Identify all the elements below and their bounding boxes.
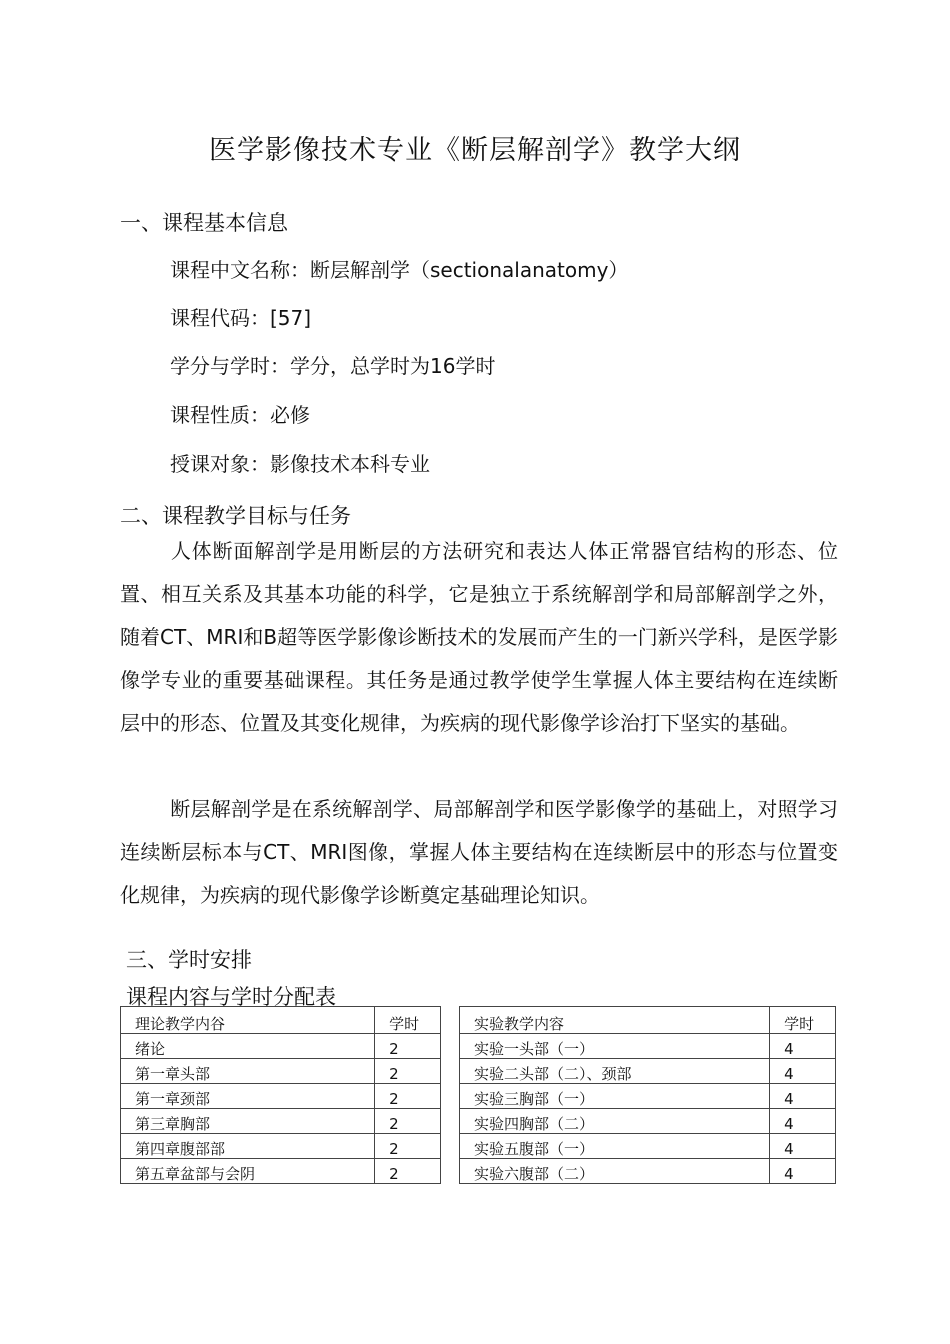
lab-row-hours: 4 bbox=[770, 1109, 836, 1134]
theory-row-content: 绪论 bbox=[121, 1034, 375, 1059]
theory-row-hours: 2 bbox=[375, 1134, 441, 1159]
table-row bbox=[460, 1134, 836, 1159]
objective-paragraph-1 bbox=[120, 530, 838, 745]
lab-row-content: 实验三胸部（一） bbox=[460, 1084, 770, 1109]
lab-row-hours: 4 bbox=[770, 1059, 836, 1084]
theory-header-hours: 学时 bbox=[375, 1007, 441, 1034]
course-code: 课程代码：[57] bbox=[170, 306, 312, 330]
course-name: 课程中文名称：断层解剖学（sectionalanatomy） bbox=[170, 258, 629, 282]
table-caption: 课程内容与学时分配表 bbox=[126, 985, 336, 1009]
section2-heading: 二、课程教学目标与任务 bbox=[120, 504, 351, 528]
table-header-row bbox=[460, 1007, 836, 1034]
theory-row-content: 第四章腹部部 bbox=[121, 1134, 375, 1159]
theory-row-content: 第五章盆部与会阴 bbox=[121, 1159, 375, 1184]
lab-row-hours: 4 bbox=[770, 1134, 836, 1159]
theory-row-hours: 2 bbox=[375, 1059, 441, 1084]
theory-row-content: 第一章头部 bbox=[121, 1059, 375, 1084]
table-row bbox=[121, 1034, 441, 1059]
table-row bbox=[460, 1034, 836, 1059]
theory-row-content: 第三章胸部 bbox=[121, 1109, 375, 1134]
lab-row-content: 实验一头部（一） bbox=[460, 1034, 770, 1059]
table-row bbox=[121, 1109, 441, 1134]
objective-paragraph-1-text: 人体断面解剖学是用断层的方法研究和表达人体正常器官结构的形态、位置、相互关系及其基本功能的科学，它是独立于系统解剖学和局部解剖学之外，随着CT、MRI和B超等医学影像诊断技术的发展而产生的一门新兴学科，是医学影像学专业的重要基础课程。其任务是通过教学使学生掌握人体主要结构在连续断层中的形态、位置及其变化规律，为疾病的现代影像学诊治打下坚实的基础。 bbox=[120, 539, 838, 735]
table-row bbox=[460, 1109, 836, 1134]
theory-row-hours: 2 bbox=[375, 1084, 441, 1109]
target-students: 授课对象：影像技术本科专业 bbox=[170, 452, 430, 476]
course-type: 课程性质：必修 bbox=[170, 403, 310, 427]
lab-row-hours: 4 bbox=[770, 1034, 836, 1059]
page-title: 医学影像技术专业《断层解剖学》教学大纲 bbox=[209, 135, 741, 166]
objective-paragraph-2-text: 断层解剖学是在系统解剖学、局部解剖学和医学影像学的基础上，对照学习连续断层标本与CT、MRI图像，掌握人体主要结构在连续断层中的形态与位置变化规律，为疾病的现代影像学诊断奠定基础理论知识。 bbox=[120, 797, 838, 907]
table-row bbox=[460, 1159, 836, 1184]
lab-header-content: 实验教学内容 bbox=[460, 1007, 770, 1034]
table-row bbox=[121, 1059, 441, 1084]
lab-row-content: 实验二头部（二）、颈部 bbox=[460, 1059, 770, 1084]
section3-heading: 三、学时安排 bbox=[126, 948, 252, 972]
theory-row-hours: 2 bbox=[375, 1034, 441, 1059]
lab-row-content: 实验五腹部（一） bbox=[460, 1134, 770, 1159]
section1-heading: 一、课程基本信息 bbox=[120, 211, 288, 235]
theory-row-hours: 2 bbox=[375, 1109, 441, 1134]
lab-row-hours: 4 bbox=[770, 1159, 836, 1184]
theory-hours-table bbox=[120, 1006, 441, 1184]
lab-hours-table bbox=[459, 1006, 836, 1184]
table-row bbox=[121, 1084, 441, 1109]
table-header-row bbox=[121, 1007, 441, 1034]
objective-paragraph-2 bbox=[120, 788, 838, 917]
lab-row-hours: 4 bbox=[770, 1084, 836, 1109]
lab-row-content: 实验四胸部（二） bbox=[460, 1109, 770, 1134]
table-row bbox=[121, 1134, 441, 1159]
table-row bbox=[460, 1084, 836, 1109]
lab-header-hours: 学时 bbox=[770, 1007, 836, 1034]
lab-row-content: 实验六腹部（二） bbox=[460, 1159, 770, 1184]
table-row bbox=[460, 1059, 836, 1084]
table-row bbox=[121, 1159, 441, 1184]
credit-hours: 学分与学时：学分，总学时为16学时 bbox=[170, 354, 496, 378]
theory-row-hours: 2 bbox=[375, 1159, 441, 1184]
theory-header-content: 理论教学内谷 bbox=[121, 1007, 375, 1034]
theory-row-content: 第一章颈部 bbox=[121, 1084, 375, 1109]
